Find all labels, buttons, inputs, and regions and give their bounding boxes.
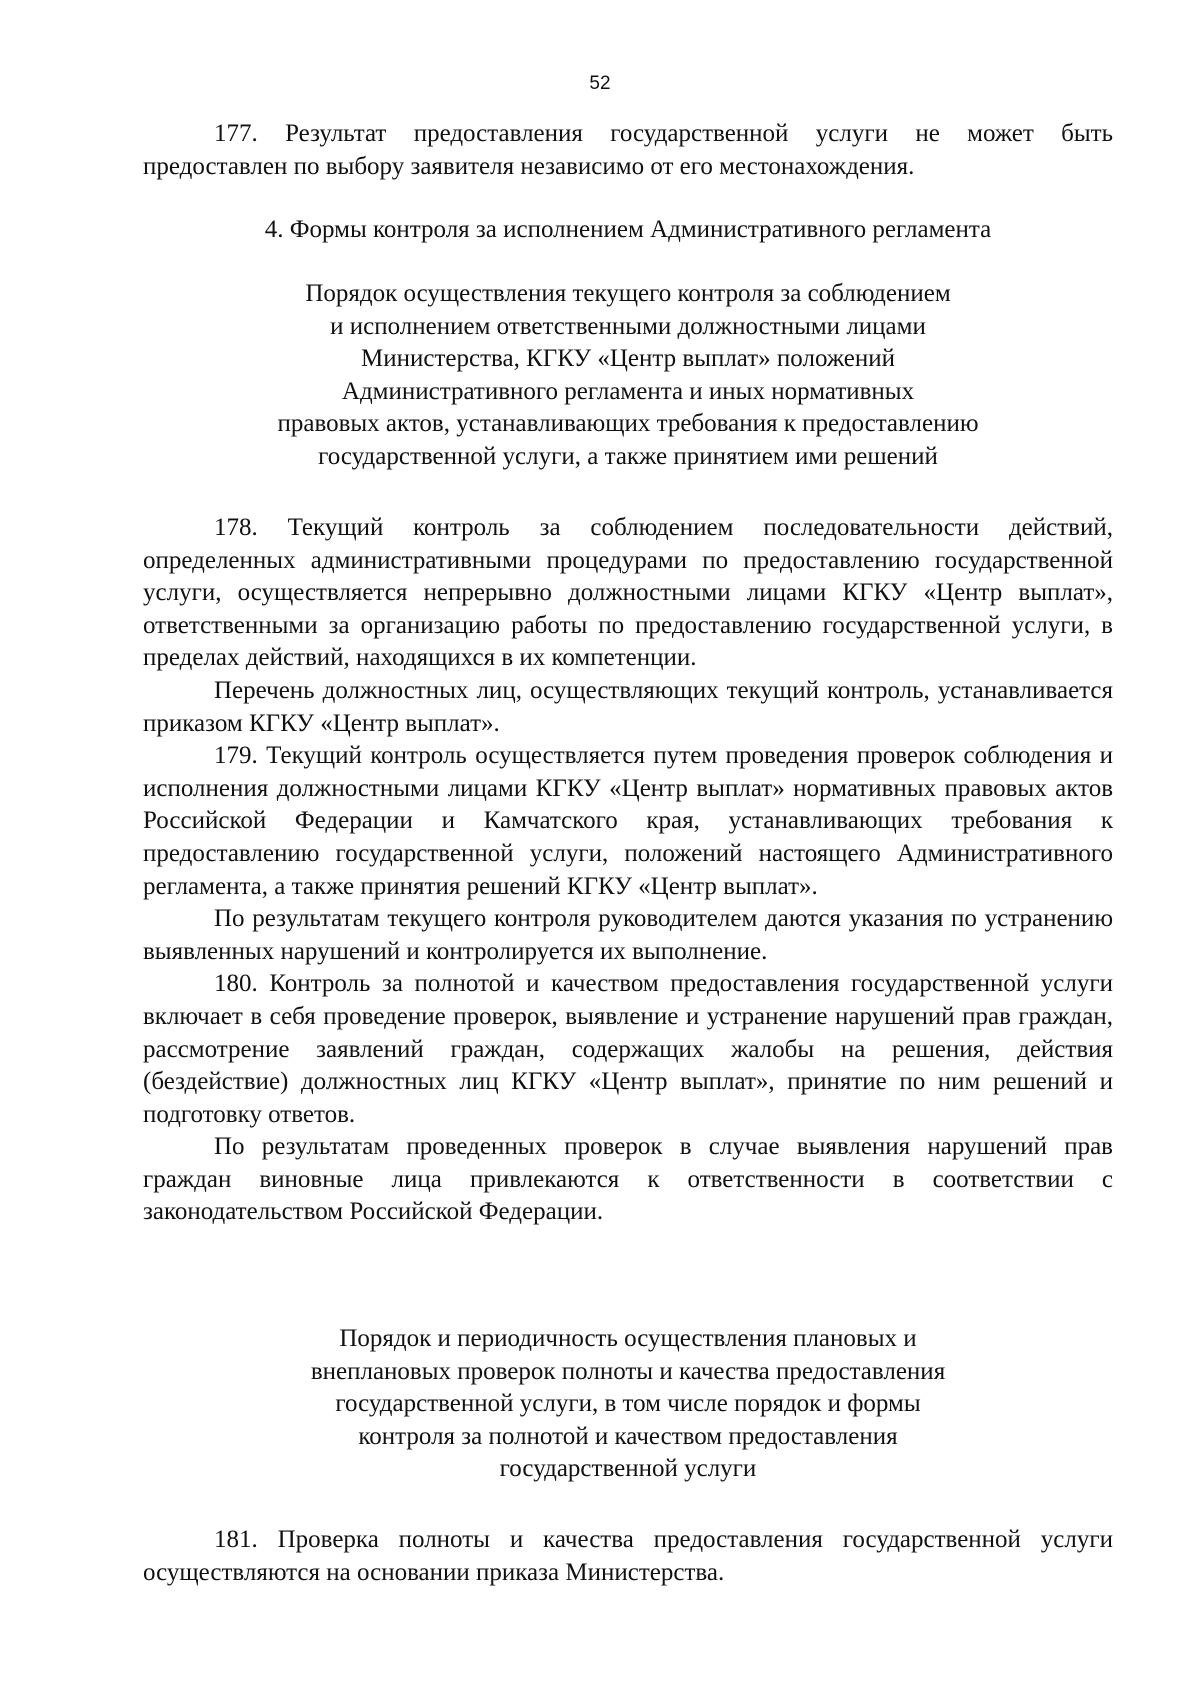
subheading-2-line: государственной услуги, в том числе порядок и формы [335, 1390, 921, 1418]
paragraphs-178-180-block [143, 512, 1113, 1229]
subheading-inspections [143, 1323, 1113, 1486]
paragraph-180: 180. Контроль за полнотой и качеством предоставления государственной услуги включает в себя проведение проверок, выявление и устранение нарушений прав граждан, рассмотрение заявлений граждан, содержащих жалобы на решения, действия (бездействие) должностных лиц КГКУ «Центр выплат», принятие по ним решений и подготовку ответов. [143, 970, 1113, 1128]
subheading-current-control [143, 278, 1113, 474]
paragraph-180-results: По результатам проведенных проверок в случае выявления нарушений прав граждан виновные лица привлекаются к ответственности в соответствии с законодательством Российской Федерации. [143, 1133, 1113, 1226]
paragraph-177-block [143, 118, 1113, 183]
subheading-1 [143, 278, 1113, 474]
page-number: 52 [589, 73, 611, 94]
paragraph-179-results: По результатам текущего контроля руководителем даются указания по устранению выявленных нарушений и контролируется их выполнение. [143, 905, 1113, 965]
paragraph-178: 178. Текущий контроль за соблюдением последовательности действий, определенных административными процедурами по предоставлению государственной услуги, осуществляется непрерывно должностными лицами КГКУ «Центр выплат», ответственными за организацию работы по предоставлению государственной услуги, в пределах действий, находящихся в их компетенции. [143, 514, 1113, 672]
paragraph-177: 177. Результат предоставления государственной услуги не может быть предоставлен по выбору заявителя независимо от его местонахождения. [143, 120, 1113, 180]
paragraph-181: 181. Проверка полноты и качества предоставления государственной услуги осуществляются на основании приказа Министерства. [143, 1526, 1113, 1586]
paragraph-181-block [143, 1524, 1113, 1589]
subheading-1-line: Административного регламента и иных нормативных [341, 377, 915, 405]
subheading-1-line: Порядок осуществления текущего контроля за соблюдением [305, 280, 951, 307]
subheading-2-line: контроля за полнотой и качеством предоставления [358, 1422, 898, 1450]
paragraph-179: 179. Текущий контроль осуществляется путем проведения проверок соблюдения и исполнения должностными лицами КГКУ «Центр выплат» нормативных правовых актов Российской Федерации и Камчатского края, устанавливающих требования к предоставлению государственной услуги, положений настоящего Административного регламента, а также принятия решений КГКУ «Центр выплат». [143, 742, 1113, 900]
subheading-1-line: государственной услуги, а также принятием ими решений [318, 442, 938, 470]
subheading-2 [143, 1323, 1113, 1486]
subheading-2-line: Порядок и периодичность осуществления плановых и [339, 1325, 917, 1352]
section-heading: 4. Формы контроля за исполнением Административного регламента [264, 216, 992, 243]
subheading-2-line: государственной услуги [499, 1455, 757, 1483]
subheading-1-line: правовых актов, устанавливающих требования к предоставлению [277, 410, 979, 438]
paragraph-178-officials-list: Перечень должностных лиц, осуществляющих текущий контроль, устанавливается приказом КГКУ «Центр выплат». [143, 676, 1113, 737]
section-heading-block [143, 214, 1113, 247]
subheading-2-line: внеплановых проверок полноты и качества предоставления [310, 1357, 946, 1385]
subheading-1-line: Министерства, КГКУ «Центр выплат» положений [361, 345, 895, 373]
subheading-1-line: и исполнением ответственными должностными лицами [330, 312, 926, 340]
